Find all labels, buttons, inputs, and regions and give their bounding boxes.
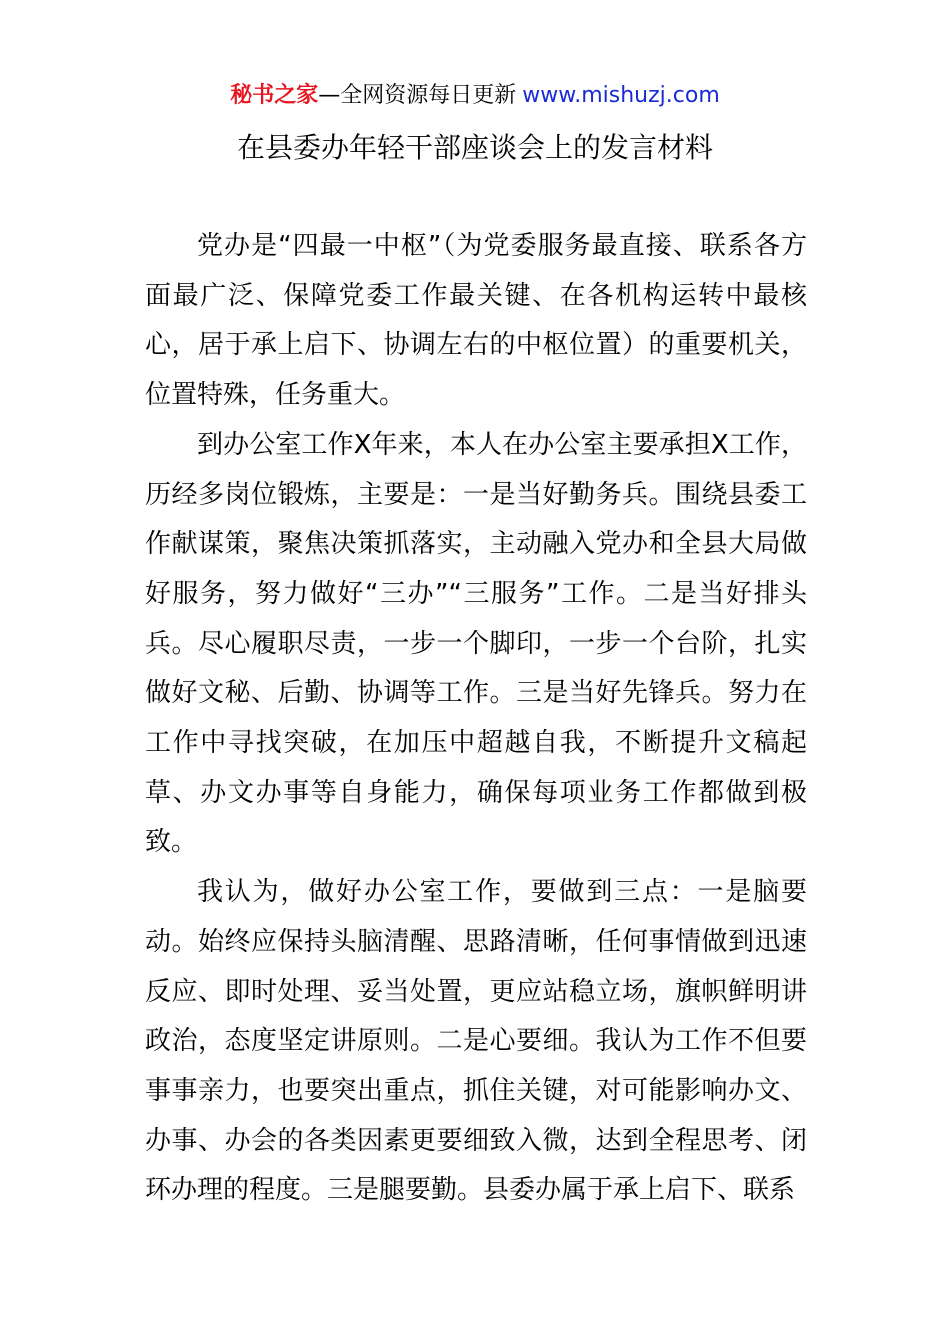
- document-body: [145, 222, 807, 1216]
- site-url-link[interactable]: www.mishuzj.com: [522, 83, 720, 108]
- brand-name: 秘书之家: [230, 83, 319, 108]
- document-title: 在县委办年轻干部座谈会上的发言材料: [236, 131, 713, 164]
- site-tagline: —全网资源每日更新: [318, 83, 517, 108]
- paragraph: 党办是“四最一中枢”（为党委服务最直接、联系各方面最广泛、保障党委工作最关键、在各机构运转中最核心，居于承上启下、协调左右的中枢位置）的重要机关，位置特殊，任务重大。: [145, 231, 807, 411]
- site-header: [0, 80, 950, 112]
- paragraph: 我认为，做好办公室工作，要做到三点：一是脑要动。始终应保持头脑清醒、思路清晰，任何事情做到迅速反应、即时处理、妥当处置，更应站稳立场，旗帜鲜明讲政治，态度坚定讲原则。二是心要细。我认为工作不但要事事亲力，也要突出重点，抓住关键，对可能影响办文、办事、办会的各类因素更要细致入微，达到全程思考、闭环办理的程度。三是腿要勤。县委办属于承上启下、联系: [145, 877, 807, 1206]
- paragraph: 到办公室工作X年来，本人在办公室主要承担X工作，历经多岗位锻炼，主要是：一是当好勤务兵。围绕县委工作献谋策，聚焦决策抓落实，主动融入党办和全县大局做好服务，努力做好“三办”“三服务”工作。二是当好排头兵。尽心履职尽责，一步一个脚印，一步一个台阶，扎实做好文秘、后勤、协调等工作。三是当好先锋兵。努力在工作中寻找突破，在加压中超越自我，不断提升文稿起草、办文办事等自身能力，确保每项业务工作都做到极致。: [145, 429, 807, 858]
